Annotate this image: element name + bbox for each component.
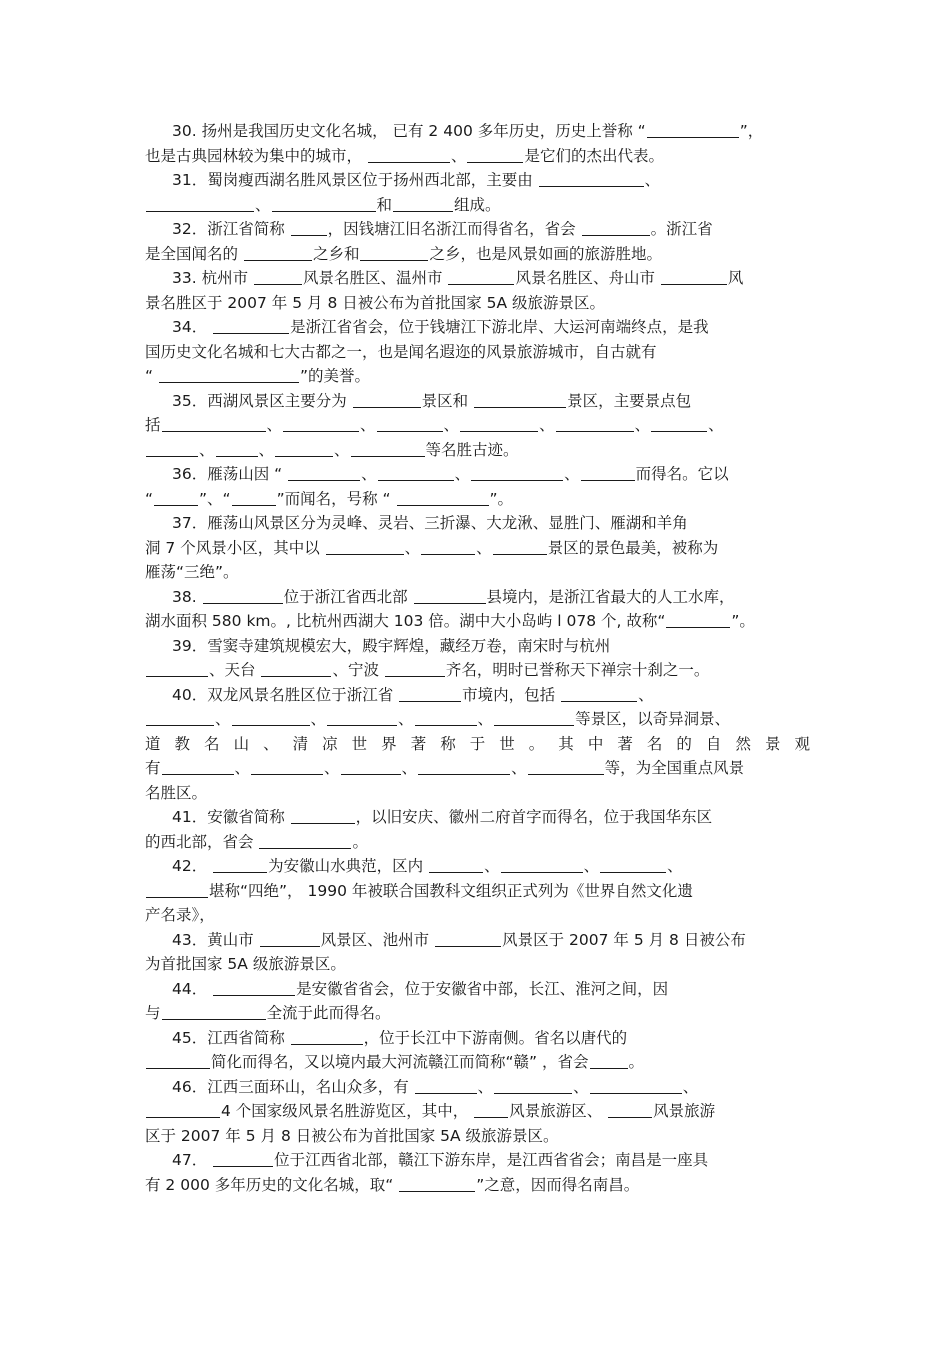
fill-in-blank — [146, 881, 208, 898]
question-text: ”而闻名，号称 “ — [276, 489, 396, 508]
question-text: 4 个国家级风景名胜游览区，其中， — [221, 1102, 474, 1120]
question-text: 风景旅游 — [653, 1102, 716, 1120]
question-text: 位于浙江省西北部 — [283, 587, 413, 606]
question-text: 、 — [667, 857, 683, 875]
question-text: 位于江西省北部，赣江下游东岸，是江西省省会；南昌是一座具 — [274, 1151, 709, 1169]
fill-in-blank — [467, 146, 523, 163]
question-text: 45．江西省简称 — [172, 1028, 290, 1047]
question-text: 、 — [398, 710, 414, 728]
question-first-line — [172, 805, 810, 829]
fill-in-blank — [415, 709, 477, 726]
question-text: 。 — [352, 832, 368, 851]
question-text: 括 — [145, 416, 161, 434]
fill-in-blank — [154, 489, 198, 506]
question-text: 是它们的杰出代表。 — [524, 146, 664, 165]
question-text: 、 — [454, 465, 471, 483]
question-text: 、 — [310, 710, 327, 728]
fill-in-blank — [326, 538, 404, 555]
fill-in-blank — [162, 415, 266, 432]
question-text: 44． — [172, 979, 213, 998]
question-text: 是浙江省省会，位于钱塘江下游北岸、大运河南端终点，是我 — [290, 318, 709, 336]
fill-in-blank — [421, 538, 475, 555]
fill-in-blank — [368, 146, 450, 163]
question-text: 有 2 000 多年历史的文化名城，取“ — [145, 1175, 399, 1194]
fill-in-blank — [471, 464, 563, 481]
fill-in-blank — [353, 391, 421, 408]
question-text: 30. 扬州是我国历史文化名城， 已有 2 400 多年历史，历史上誉称 “ — [172, 122, 646, 140]
fill-in-blank — [378, 464, 454, 481]
question-text: 名胜区。 — [145, 783, 208, 802]
question-text: 、 — [443, 416, 460, 434]
question-line — [145, 1173, 810, 1197]
question-text: 、 — [476, 538, 492, 557]
fill-in-blank — [539, 170, 644, 187]
question-text: 产名录》， — [145, 906, 215, 924]
question-text: ”的美誉。 — [299, 367, 370, 385]
fill-in-blank — [232, 489, 276, 506]
question-text: 县境内，是浙江省最大的人工水库， — [486, 587, 735, 606]
question-text: 等，为全国重点风景 — [604, 759, 745, 777]
fill-in-blank — [581, 464, 635, 481]
question-text: 齐名，明时已誉称天下禅宗十刹之一。 — [445, 661, 710, 679]
question-text: 、 — [258, 440, 275, 459]
question-text: 而得名。它以 — [635, 465, 729, 483]
question-line — [145, 609, 810, 633]
question-first-line — [172, 389, 810, 413]
question-line — [145, 413, 810, 437]
fill-in-blank — [244, 244, 312, 261]
fill-in-blank — [393, 195, 453, 212]
question-text: ”， — [739, 122, 764, 140]
question-line — [145, 560, 810, 584]
fill-in-blank — [213, 1150, 273, 1167]
fill-in-blank — [146, 1101, 220, 1118]
question-text: 组成。 — [454, 195, 501, 214]
question-text: 、 — [682, 1077, 699, 1096]
fill-in-blank — [435, 930, 501, 947]
question-text: 31．蜀岗瘦西湖名胜风景区位于扬州西北部，主要由 — [172, 171, 538, 189]
fill-in-blank — [360, 244, 428, 261]
question-text: 有 — [145, 759, 161, 777]
question-text: 、 — [215, 710, 231, 728]
question-line — [145, 707, 810, 731]
question-first-line — [172, 119, 810, 143]
question-line — [145, 340, 810, 364]
fill-in-blank — [272, 195, 376, 212]
fill-in-blank — [159, 366, 299, 383]
fill-in-blank — [590, 1077, 682, 1094]
question-text: 41．安徽省简称 — [172, 808, 290, 826]
question-text: 37．雁荡山风景区分为灵峰、灵岩、三折瀑、大龙湫、显胜门、雁湖和羊角 — [172, 514, 688, 532]
fill-in-blank — [651, 415, 707, 432]
question-line — [145, 438, 810, 462]
question-text: 景名胜区于 2007 年 5 月 8 日被公布为首批国家 5A 级旅游景区。 — [145, 293, 606, 312]
question-first-line — [172, 168, 810, 192]
fill-in-blank — [556, 415, 634, 432]
question-text: 市境内，包括 — [462, 685, 561, 704]
question-text: 风景区于 2007 年 5 月 8 日被公布 — [502, 930, 746, 949]
question-text: 风景名胜区、舟山市 — [515, 269, 660, 287]
question-first-line — [172, 1148, 810, 1172]
fill-in-blank — [608, 1101, 652, 1118]
question-first-line — [172, 266, 810, 290]
question-first-line — [172, 217, 810, 241]
question-text: 等景区，以奇异洞景、 — [575, 710, 731, 728]
question-text: ，以旧安庆、徽州二府首字而得名，位于我国华东区 — [355, 808, 713, 826]
question-text: 湖水面积 580 km。, 比杭州西湖大 103 倍。湖中大小岛屿 l 078 个, 故称“ — [145, 612, 666, 630]
fill-in-blank — [259, 832, 351, 849]
question-text: 、 — [199, 440, 215, 459]
question-line — [145, 242, 810, 266]
question-text: 为首批国家 5A 级旅游景区。 — [145, 955, 346, 973]
question-text: 、 — [477, 1077, 494, 1096]
fill-in-blank — [254, 268, 302, 285]
fill-in-blank — [291, 1028, 363, 1045]
question-text: 、 — [324, 759, 340, 777]
question-text: 。浙江省 — [650, 220, 713, 238]
question-line — [145, 1001, 810, 1025]
fill-in-blank — [377, 415, 443, 432]
fill-in-blank — [162, 1003, 266, 1020]
fill-in-blank — [291, 219, 327, 236]
question-text: 简化而得名，又以境内最大河流赣江而简称“赣” ，省会 — [211, 1053, 589, 1071]
fill-in-blank — [582, 219, 650, 236]
fill-in-blank — [275, 440, 333, 457]
question-text: 、 — [564, 465, 580, 483]
question-text: 、天台 — [209, 661, 261, 679]
fill-in-blank — [162, 758, 234, 775]
question-text: 38. — [172, 587, 202, 606]
question-line — [145, 1050, 810, 1074]
fill-in-blank — [666, 611, 730, 628]
question-text: 的西北部，省会 — [145, 832, 259, 851]
question-line — [145, 756, 810, 780]
question-first-line — [172, 928, 810, 952]
fill-in-blank — [414, 587, 486, 604]
question-text: 、 — [708, 416, 724, 434]
question-text: 之乡，也是风景如画的旅游胜地。 — [429, 244, 662, 263]
question-text: 、 — [234, 759, 251, 777]
question-text: 也是古典园林较为集中的城市， — [145, 146, 367, 165]
question-text: 、 — [404, 538, 421, 557]
question-text: 、 — [644, 171, 661, 189]
question-line — [145, 144, 810, 168]
question-text: 、 — [583, 857, 600, 875]
fill-in-blank — [661, 268, 727, 285]
question-text: 道 教 名 山 、 清 凉 世 界 著 称 于 世 。 其 中 著 名 的 自 然 景 观 — [145, 734, 810, 753]
question-line — [145, 291, 810, 315]
question-text: ”。 — [489, 489, 514, 508]
question-line — [145, 536, 810, 560]
fill-in-blank — [351, 440, 425, 457]
fill-in-blank — [501, 856, 583, 873]
fill-in-blank — [213, 317, 289, 334]
fill-in-blank — [260, 930, 320, 947]
fill-in-blank — [415, 1077, 477, 1094]
question-text: 46．江西三面环山，名山众多，有 — [172, 1077, 414, 1096]
fill-in-blank — [590, 1052, 628, 1069]
fill-in-blank — [493, 538, 547, 555]
question-text: 风景名胜区、温州市 — [303, 269, 448, 287]
question-text: 、 — [484, 857, 500, 875]
question-text: 39．雪窦寺建筑规模宏大，殿宇辉煌，藏经万卷，南宋时与杭州 — [172, 636, 611, 655]
fill-in-blank — [146, 709, 214, 726]
question-text: 、 — [450, 146, 467, 165]
fill-in-blank — [399, 685, 461, 702]
fill-in-blank — [460, 415, 538, 432]
question-text: 之乡和 — [312, 244, 360, 263]
question-text: 、 — [361, 465, 377, 483]
question-text: 国历史文化名城和七大古都之一，也是闻名遐迩的风景旅游城市，自古就有 — [145, 342, 657, 361]
question-text: 33. 杭州市 — [172, 269, 254, 287]
fill-in-blank — [146, 660, 208, 677]
question-text: 。 — [628, 1053, 645, 1071]
question-text: 47． — [172, 1151, 213, 1169]
fill-in-blank — [146, 1052, 210, 1069]
question-text: 、 — [539, 416, 555, 434]
fill-in-blank — [385, 660, 445, 677]
question-text: 42． — [172, 857, 213, 875]
question-text: 风 — [727, 269, 744, 287]
question-text: 、宁波 — [332, 661, 384, 679]
fill-in-blank — [397, 489, 489, 506]
question-text: 、 — [266, 416, 283, 434]
fill-in-blank — [600, 856, 666, 873]
question-text: 36．雁荡山因 “ — [172, 465, 288, 483]
question-text: 35．西湖风景区主要分为 — [172, 391, 352, 410]
question-text: ”、“ — [199, 489, 231, 508]
question-line — [145, 1124, 810, 1148]
question-text: 等名胜古迹。 — [425, 440, 519, 459]
fill-in-blank — [429, 856, 483, 873]
question-text: “ — [145, 489, 154, 508]
fill-in-blank — [251, 758, 323, 775]
fill-in-blank — [261, 660, 331, 677]
question-text: ”之意，因而得名南昌。 — [476, 1175, 640, 1194]
fill-in-blank — [283, 415, 359, 432]
question-text: 风景旅游区、 — [509, 1102, 608, 1120]
fill-in-blank — [146, 440, 198, 457]
fill-in-blank — [216, 440, 258, 457]
question-line — [145, 658, 810, 682]
question-text: 、 — [638, 685, 654, 704]
question-line — [145, 487, 810, 511]
question-text: 、 — [401, 759, 418, 777]
question-line — [145, 364, 810, 388]
question-line — [145, 732, 810, 756]
question-text: 景区的景色最美，被称为 — [547, 538, 719, 557]
question-text: 是全国闻名的 — [145, 244, 243, 263]
question-text: 、 — [255, 195, 271, 214]
question-text: 是安徽省省会，位于安徽省中部，长江、淮河之间，因 — [296, 979, 669, 998]
fill-in-blank — [528, 758, 604, 775]
question-line — [145, 781, 810, 805]
question-first-line — [172, 634, 810, 658]
question-first-line — [172, 977, 810, 1001]
question-first-line — [172, 585, 810, 609]
question-text: 为安徽山水典范，区内 — [268, 857, 429, 875]
question-text: 、 — [573, 1077, 589, 1096]
question-text: 堪称“四绝”， 1990 年被联合国教科文组织正式列为《世界自然文化遗 — [209, 881, 693, 900]
question-first-line — [172, 683, 810, 707]
question-text: “ — [145, 367, 158, 385]
question-text: 43．黄山市 — [172, 930, 259, 949]
fill-in-blank — [448, 268, 514, 285]
fill-in-blank — [494, 1077, 572, 1094]
question-text: ，因钱塘江旧名浙江而得省名，省会 — [327, 220, 581, 238]
question-first-line — [172, 1075, 810, 1099]
question-text: 区于 2007 年 5 月 8 日被公布为首批国家 5A 级旅游景区。 — [145, 1126, 559, 1145]
question-text: 32．浙江省简称 — [172, 220, 290, 238]
question-first-line — [172, 315, 810, 339]
question-text: ”。 — [731, 612, 755, 630]
question-text: ，位于长江中下游南侧。省名以唐代的 — [363, 1028, 628, 1047]
fill-in-blank — [327, 709, 397, 726]
fill-in-blank — [213, 856, 267, 873]
question-text: 40．双龙风景名胜区位于浙江省 — [172, 685, 399, 704]
fill-in-blank — [203, 587, 283, 604]
question-text: 景区，主要景点包 — [567, 391, 692, 410]
fill-in-blank — [399, 1175, 475, 1192]
fill-in-blank — [146, 195, 254, 212]
fill-in-blank — [232, 709, 310, 726]
question-text: 全流于此而得名。 — [266, 1004, 391, 1022]
fill-in-blank — [213, 979, 295, 996]
question-first-line — [172, 1026, 810, 1050]
fill-in-blank — [418, 758, 510, 775]
question-line — [145, 830, 810, 854]
question-text: 风景区、池州市 — [320, 930, 435, 949]
question-text: 和 — [376, 195, 393, 214]
fill-in-blank — [647, 121, 739, 138]
question-line — [145, 193, 810, 217]
question-line — [145, 952, 810, 976]
question-first-line — [172, 462, 810, 486]
question-text: 、 — [360, 416, 376, 434]
question-text: 景区和 — [421, 391, 474, 410]
fill-in-blank — [474, 391, 566, 408]
question-text: 与 — [145, 1004, 161, 1022]
fill-in-blank — [341, 758, 401, 775]
question-text: 、 — [511, 759, 527, 777]
fill-in-blank — [474, 1101, 508, 1118]
fill-in-blank — [291, 807, 355, 824]
question-line — [145, 879, 810, 903]
question-first-line — [172, 854, 810, 878]
fill-in-blank — [561, 685, 637, 702]
question-line — [145, 903, 810, 927]
question-text: 雁荡“三绝”。 — [145, 563, 239, 581]
question-text: 、 — [634, 416, 651, 434]
question-text: 34． — [172, 318, 213, 336]
question-line — [145, 1099, 810, 1123]
question-text: 、 — [334, 440, 350, 459]
fill-in-blank — [288, 464, 360, 481]
fill-in-blank — [494, 709, 574, 726]
question-text: 、 — [477, 710, 494, 728]
question-first-line — [172, 511, 810, 535]
question-text: 洞 7 个风景小区，其中以 — [145, 538, 325, 557]
